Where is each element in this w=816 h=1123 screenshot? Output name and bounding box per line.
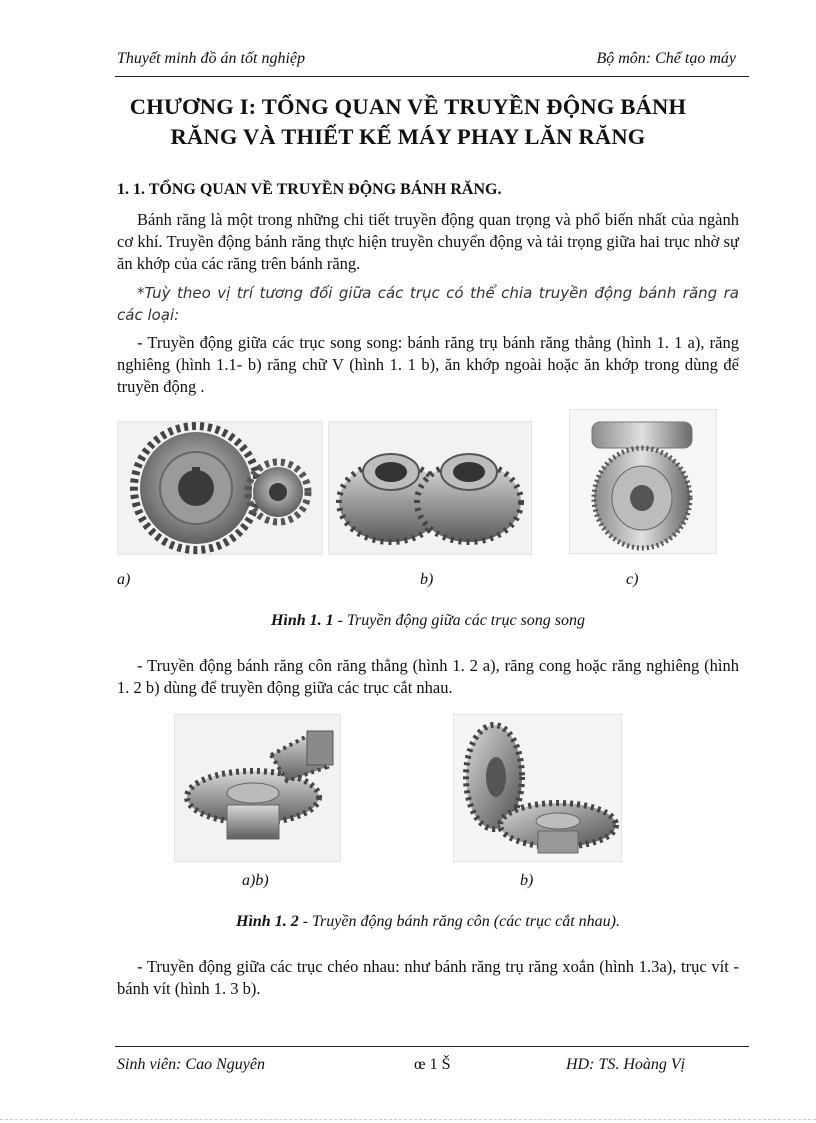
header-rule: [115, 76, 749, 77]
paragraph-crossed: - Truyền động giữa các trục chéo nhau: như bánh răng trụ răng xoắn (hình 1.3a), trục vít - bánh vít (hình 1. 3 b).: [117, 957, 739, 998]
figure1-image-a: [117, 421, 323, 555]
figure2-label-a: a)b): [242, 872, 269, 889]
figure1-image-b: [328, 421, 532, 555]
figure2-label-b: b): [520, 872, 534, 889]
section-title: 1. 1. TỔNG QUAN VỀ TRUYỀN ĐỘNG BÁNH RĂNG.: [117, 181, 502, 198]
figure1-label-a: a): [117, 571, 131, 588]
page-ornament-right-icon: Š: [441, 1056, 451, 1073]
footer-rule: [115, 1046, 749, 1047]
header-right: Bộ môn: Chế tạo máy: [596, 50, 736, 67]
bevel-gear-icon: [175, 715, 340, 861]
chapter-title-line2: RĂNG VÀ THIẾT KẾ MÁY PHAY LĂN RĂNG: [170, 124, 646, 149]
paragraph-bevel: - Truyền động bánh răng côn răng thẳng (hình 1. 2 a), răng cong hoặc răng nghiêng (hình 1. 2 b) dùng để truyền động giữa các trục cắt nhau.: [117, 656, 739, 697]
figure1-label-b: b): [420, 571, 434, 588]
figure2-caption-text: - Truyền động bánh răng côn (các trục cắt nhau).: [298, 913, 620, 930]
header-left: Thuyết minh đồ án tốt nghiệp: [117, 50, 305, 67]
spur-gear-icon: [118, 422, 322, 554]
figure2-image-a: [174, 714, 341, 862]
paragraph-classify: *Tuỳ theo vị trí tương đối giữa các trục có thể chia truyền động bánh răng ra các loại:: [117, 284, 739, 324]
figure2-image-b: [453, 714, 622, 862]
figure1-image-c: [569, 409, 717, 554]
page-number: 1: [429, 1056, 438, 1073]
chapter-title-line1: CHƯƠNG I: TỔNG QUAN VỀ TRUYỀN ĐỘNG BÁNH: [129, 94, 687, 119]
figure1-label-c: c): [626, 571, 639, 588]
spiral-bevel-gear-icon: [454, 715, 621, 861]
page-bottom-dash: [0, 1119, 816, 1120]
footer-student: Sinh viên: Cao Nguyên: [117, 1056, 265, 1073]
figure1-caption-number: Hình 1. 1: [270, 612, 334, 629]
figure2-caption-number: Hình 1. 2: [236, 913, 299, 930]
helical-gear-icon: [329, 422, 531, 554]
herringbone-gear-icon: [570, 410, 716, 553]
footer-advisor: HD: TS. Hoàng Vị: [566, 1056, 686, 1073]
page-ornament-left-icon: œ: [414, 1056, 426, 1073]
footer-page: [414, 1056, 450, 1074]
figure1-caption: [117, 612, 739, 630]
paragraph-parallel: - Truyền động giữa các trục song song: bánh răng trụ bánh răng thẳng (hình 1. 1 a), răng nghiêng (hình 1.1- b) răng chữ V (hình 1. 1 b), ăn khớp ngoài hoặc ăn khớp trong dùng để truyền động .: [117, 333, 739, 396]
figure2-caption: [117, 913, 739, 931]
chapter-title: [80, 92, 736, 152]
paragraph-intro: Bánh răng là một trong những chi tiết truyền động quan trọng và phổ biến nhất của ngành cơ khí. Truyền động bánh răng thực hiện truyền chuyển động và tải trọng giữa hai trục nhờ sự ăn khớp của các răng trên bánh răng.: [117, 210, 739, 273]
figure1-caption-text: - Truyền động giữa các trục song song: [333, 612, 586, 629]
